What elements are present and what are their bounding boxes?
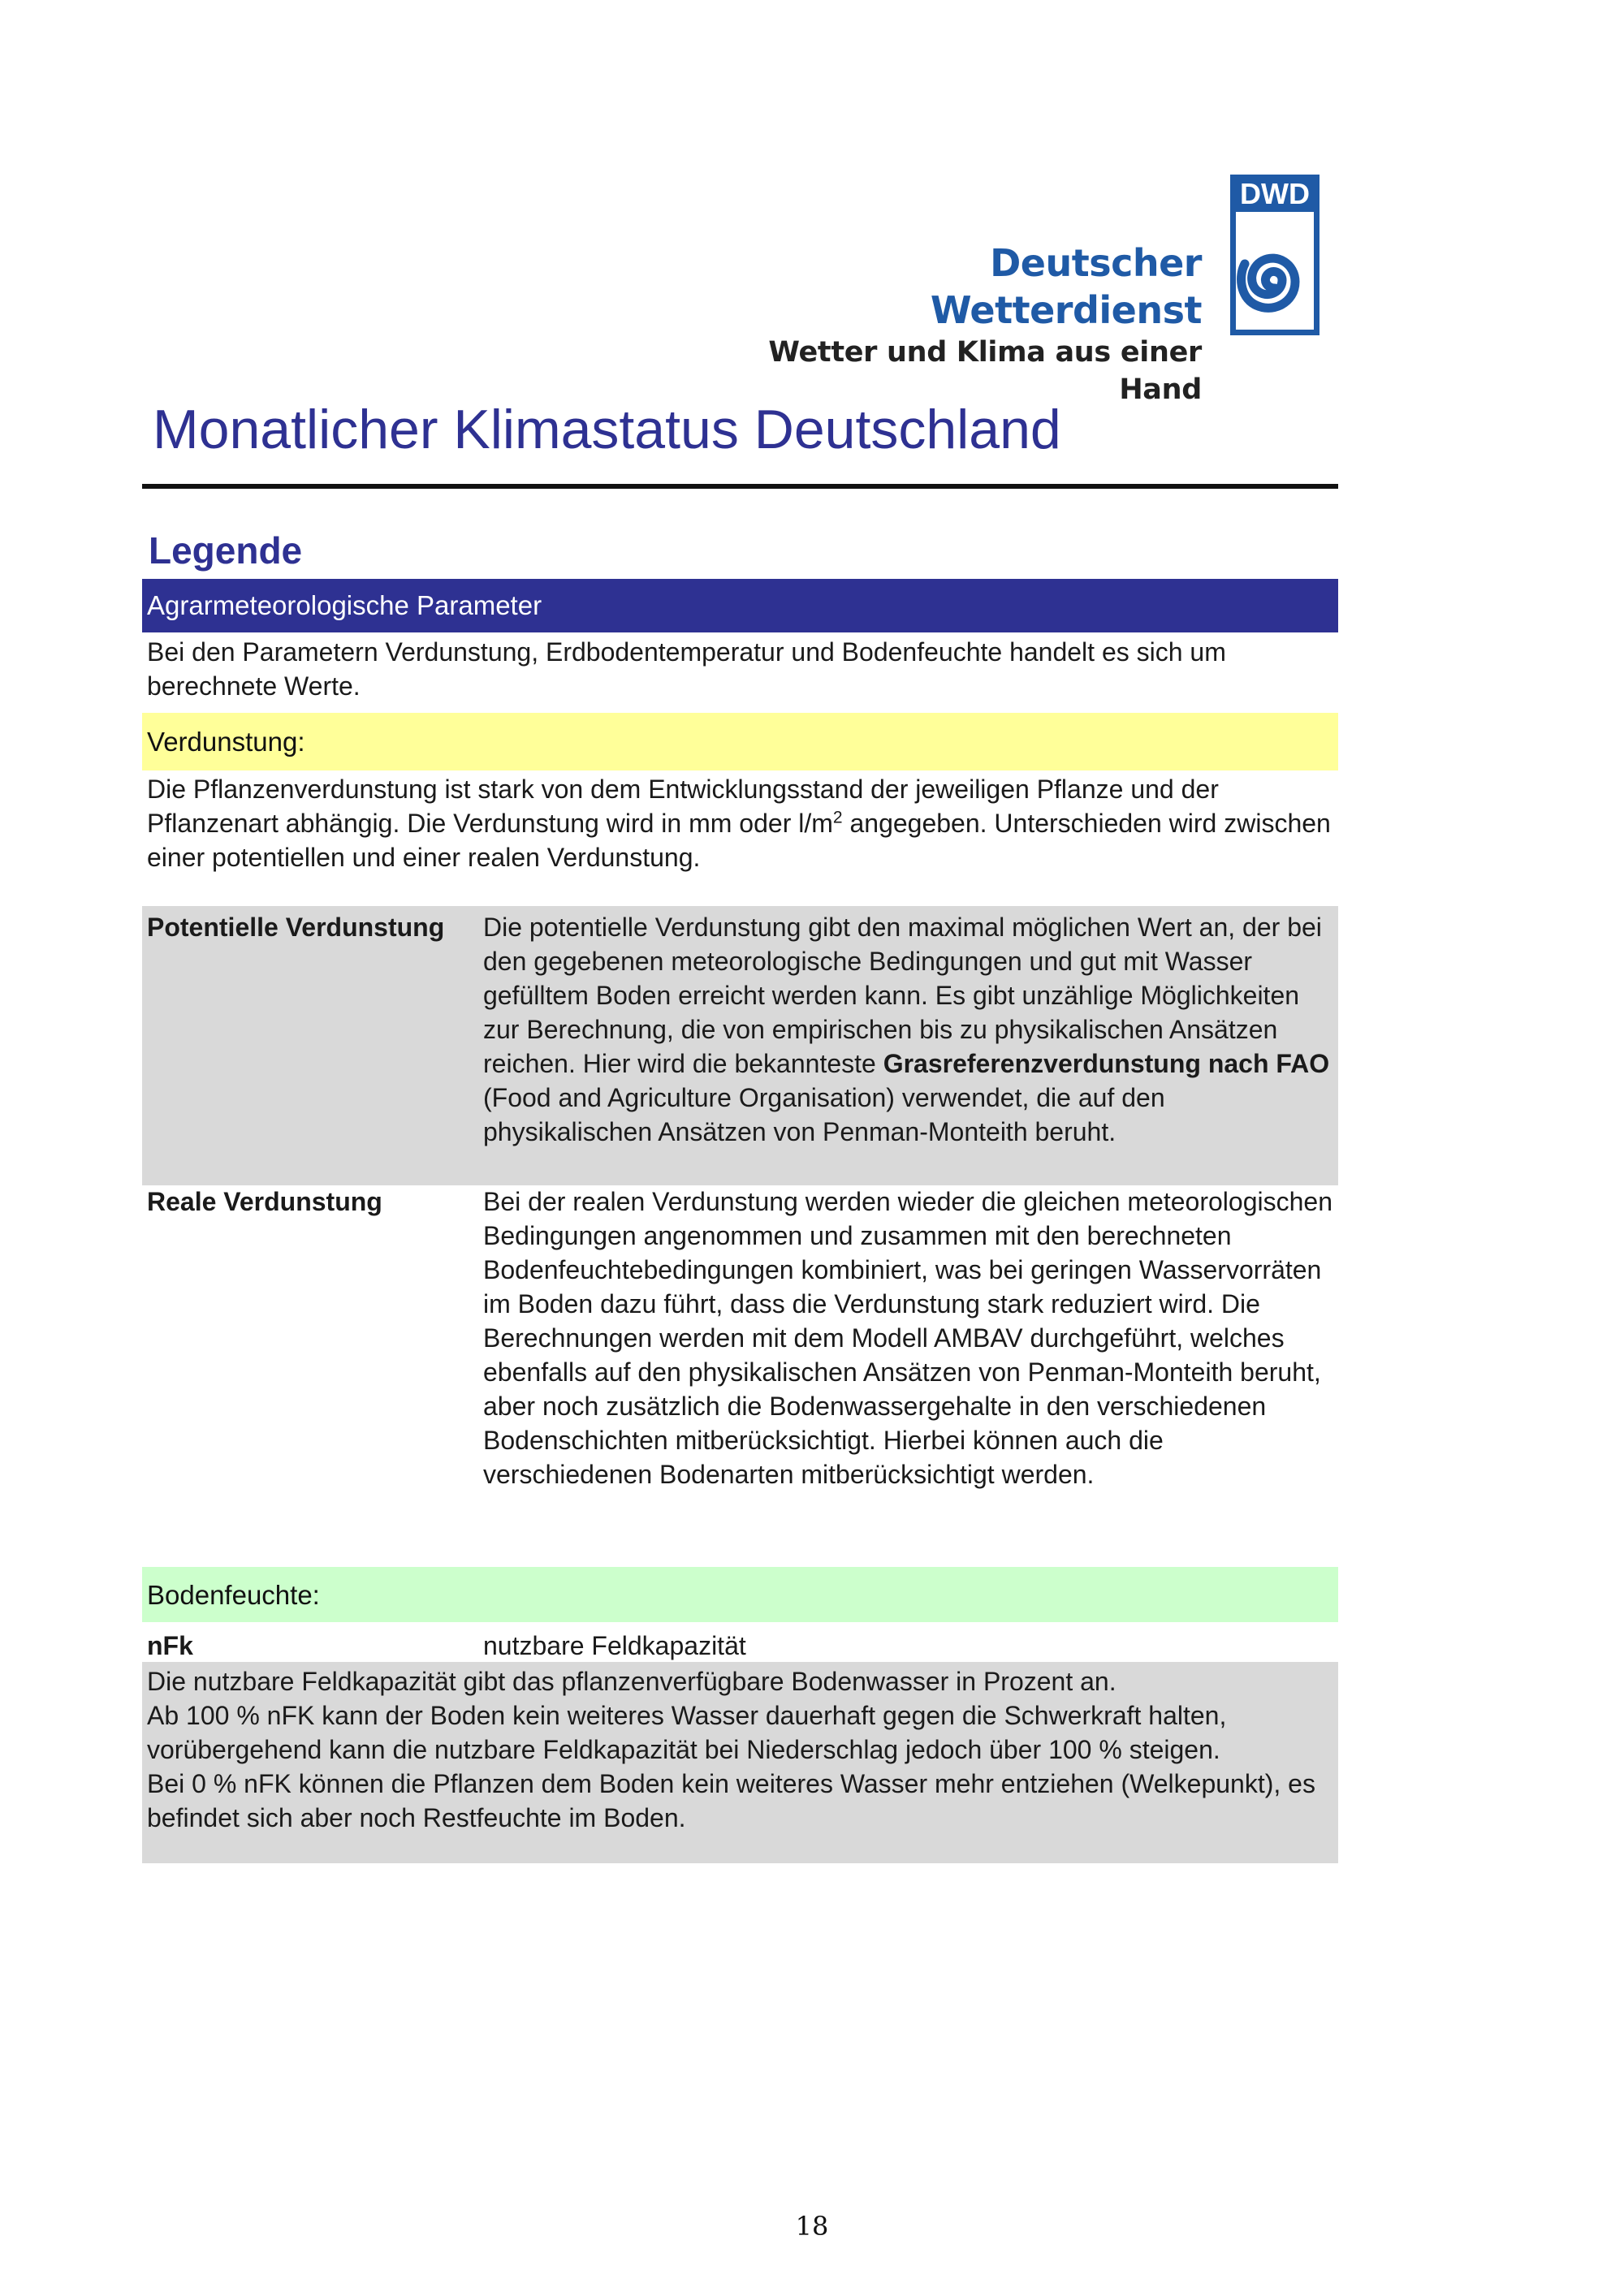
bodenfeuchte-section-band — [142, 1567, 1338, 1622]
definition-text: Die potentielle Verdunstung gibt den maximal möglichen Wert an, der bei den gegebenen meteorologische Bedingungen und gut mit Wasser gefülltem Boden erreicht werden kann. Es gibt unzählige Möglichkeiten zur Berechnung, die von empirischen bis zu physikalischen Ansätzen reichen. Hier wird die bekannteste — [483, 913, 1322, 1078]
term-nfk: nFk — [147, 1631, 193, 1660]
bodenfeuchte-line: Bei 0 % nFK können die Pflanzen dem Boden kein weiteres Wasser mehr entziehen (Welkepunkt), es befindet sich aber noch Restfeuchte im Boden. — [147, 1769, 1315, 1832]
bodenfeuchte-line: Ab 100 % nFK kann der Boden kein weiteres Wasser dauerhaft gegen die Schwerkraft halten, vorübergehend kann die nutzbare Feldkapazität bei Niederschlag jedoch über 100 % steigen. — [147, 1701, 1227, 1764]
definition-reale-verdunstung: Bei der realen Verdunstung werden wieder die gleichen meteorologischen Bedingungen angenommen und zusammen mit den berechneten Bodenfeuchtebedingungen kombiniert, was bei geringen Wasservorräten im Boden dazu führt, dass die Verdunstung stark reduziert wird. Die Berechnungen werden mit dem Modell AMBAV durchgeführt, welches ebenfalls auf den physikalischen Ansätzen von Penman-Monteith beruht, aber noch zusätzlich die Bodenwassergehalte in den verschiedenen Bodenschichten mitberücksichtigt. Hierbei können auch die verschiedenen Bodenarten mitberücksichtigt werden. — [483, 1187, 1332, 1489]
logo-name: Deutscher Wetterdienst — [930, 241, 1202, 332]
verdunstung-intro-part-2: angegeben. Unterschieden wird zwischen einer potentiellen und einer realen Verdunstung. — [147, 809, 1331, 872]
page-title: Monatlicher Klimastatus Deutschland — [153, 399, 1061, 460]
logo-tagline: Wetter und Klima aus einer Hand — [768, 336, 1202, 406]
dwd-logo — [727, 175, 1328, 406]
definition-text-cont: (Food and Agriculture Organisation) verwendet, die auf den physikalischen Ansätzen von Penman-Monteith beruht. — [483, 1083, 1165, 1146]
verdunstung-heading: Verdunstung: — [147, 727, 305, 757]
agrar-text: Bei den Parametern Verdunstung, Erdbodentemperatur und Bodenfeuchte handelt es sich um berechnete Werte. — [147, 637, 1226, 701]
logo-text — [727, 240, 1202, 408]
bodenfeuchte-text — [147, 1664, 1332, 1835]
verdunstung-intro — [147, 772, 1332, 874]
legend-heading: Legende — [149, 529, 303, 572]
dwd-spiral-icon — [1230, 175, 1320, 335]
definition-emphasis: Grasreferenzverdunstung nach FAO — [883, 1049, 1330, 1078]
verdunstung-intro-part-1: Die Pflanzenverdunstung ist stark von dem Entwicklungsstand der jeweiligen Pflanze und der Pflanzenart abhängig. Die Verdunstung wird in mm oder l/m — [147, 775, 1219, 838]
term-reale-verdunstung: Reale Verdunstung — [147, 1187, 382, 1216]
agrar-heading: Agrarmeteorologische Parameter — [147, 590, 542, 620]
definition-nfk: nutzbare Feldkapazität — [483, 1631, 746, 1660]
verdunstung-section-band — [142, 713, 1338, 770]
superscript-2: 2 — [832, 808, 843, 827]
bodenfeuchte-line: Die nutzbare Feldkapazität gibt das pflanzenverfügbare Bodenwasser in Prozent an. — [147, 1667, 1116, 1696]
term-potentielle-verdunstung: Potentielle Verdunstung — [147, 913, 445, 942]
bodenfeuchte-heading: Bodenfeuchte: — [147, 1580, 320, 1610]
agrar-section-band — [142, 579, 1338, 632]
page-number: 18 — [795, 2211, 829, 2242]
title-divider — [142, 484, 1338, 489]
definition-potentielle-verdunstung — [483, 910, 1336, 1149]
svg-text:DWD: DWD — [1240, 177, 1310, 210]
